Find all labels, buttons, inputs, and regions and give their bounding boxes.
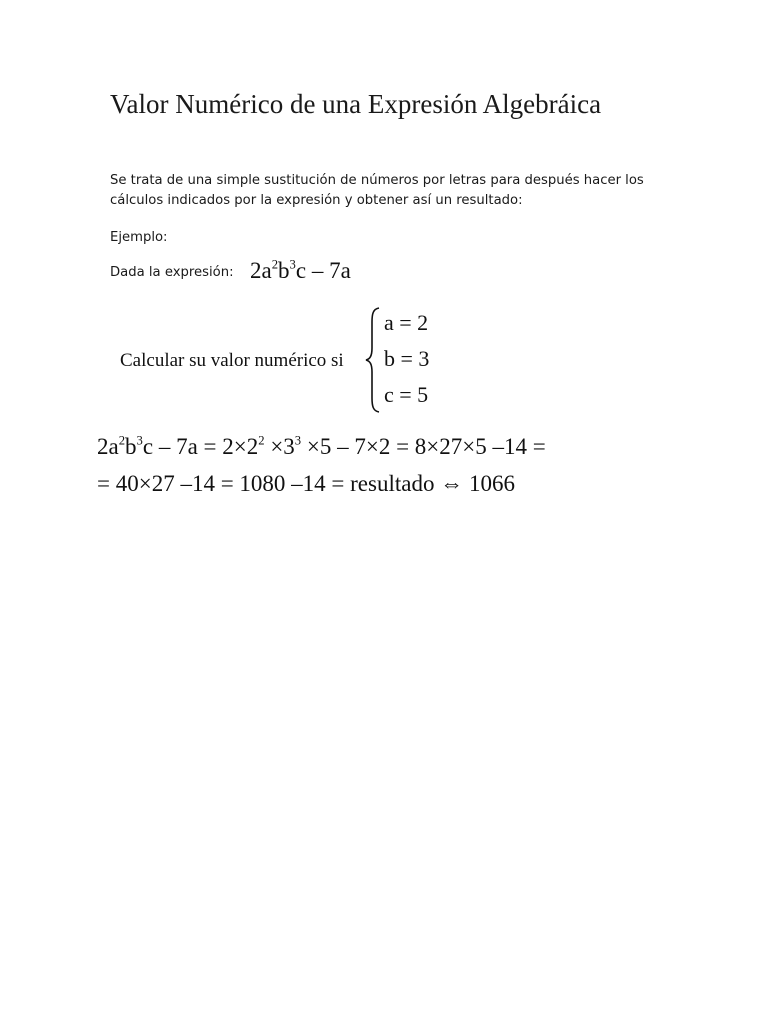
left-brace-icon [364, 306, 382, 414]
intro-paragraph: Se trata de una simple sustitución de números por letras para después hacer los cálculos indicados por la expresión y obtener así un resultado: [110, 173, 644, 208]
expr-remainder: c – 7a [295, 258, 351, 283]
expr-exponent-a: 2 [271, 257, 279, 272]
sol-part-5: ×5 – 7×2 = 8×27×5 –14 = [301, 434, 546, 459]
page-title: Valor Numérico de una Expresión Algebráica [110, 89, 602, 119]
condition-a: a = 2 [384, 310, 429, 335]
solution-line-2: = 40×27 –14 = 1080 –14 = resultado ⇔ 1066 [97, 471, 515, 496]
given-expression [250, 256, 351, 286]
sol-exp-3: 2 [258, 433, 265, 448]
sol-part-2: b [125, 434, 137, 459]
expr-coefficient: 2a [250, 258, 272, 283]
example-label: Ejemplo: [110, 230, 168, 245]
sol-exp-4: 3 [294, 433, 302, 448]
sol-exp-2: 3 [136, 433, 143, 448]
condition-c: c = 5 [384, 382, 429, 407]
expr-exponent-b: 3 [289, 257, 296, 272]
condition-b: b = 3 [384, 346, 430, 371]
sol-part-4: ×3 [264, 434, 295, 459]
sol-part-1: 2a [97, 434, 119, 459]
given-expression-label: Dada la expresión: [110, 265, 234, 280]
sol-part-3: c – 7a = 2×2 [142, 434, 259, 459]
solution-line-1 [97, 432, 546, 462]
expr-variable-b: b [278, 258, 290, 283]
sol-exp-1: 2 [118, 433, 126, 448]
calculate-label: Calcular su valor numérico si [120, 350, 344, 371]
